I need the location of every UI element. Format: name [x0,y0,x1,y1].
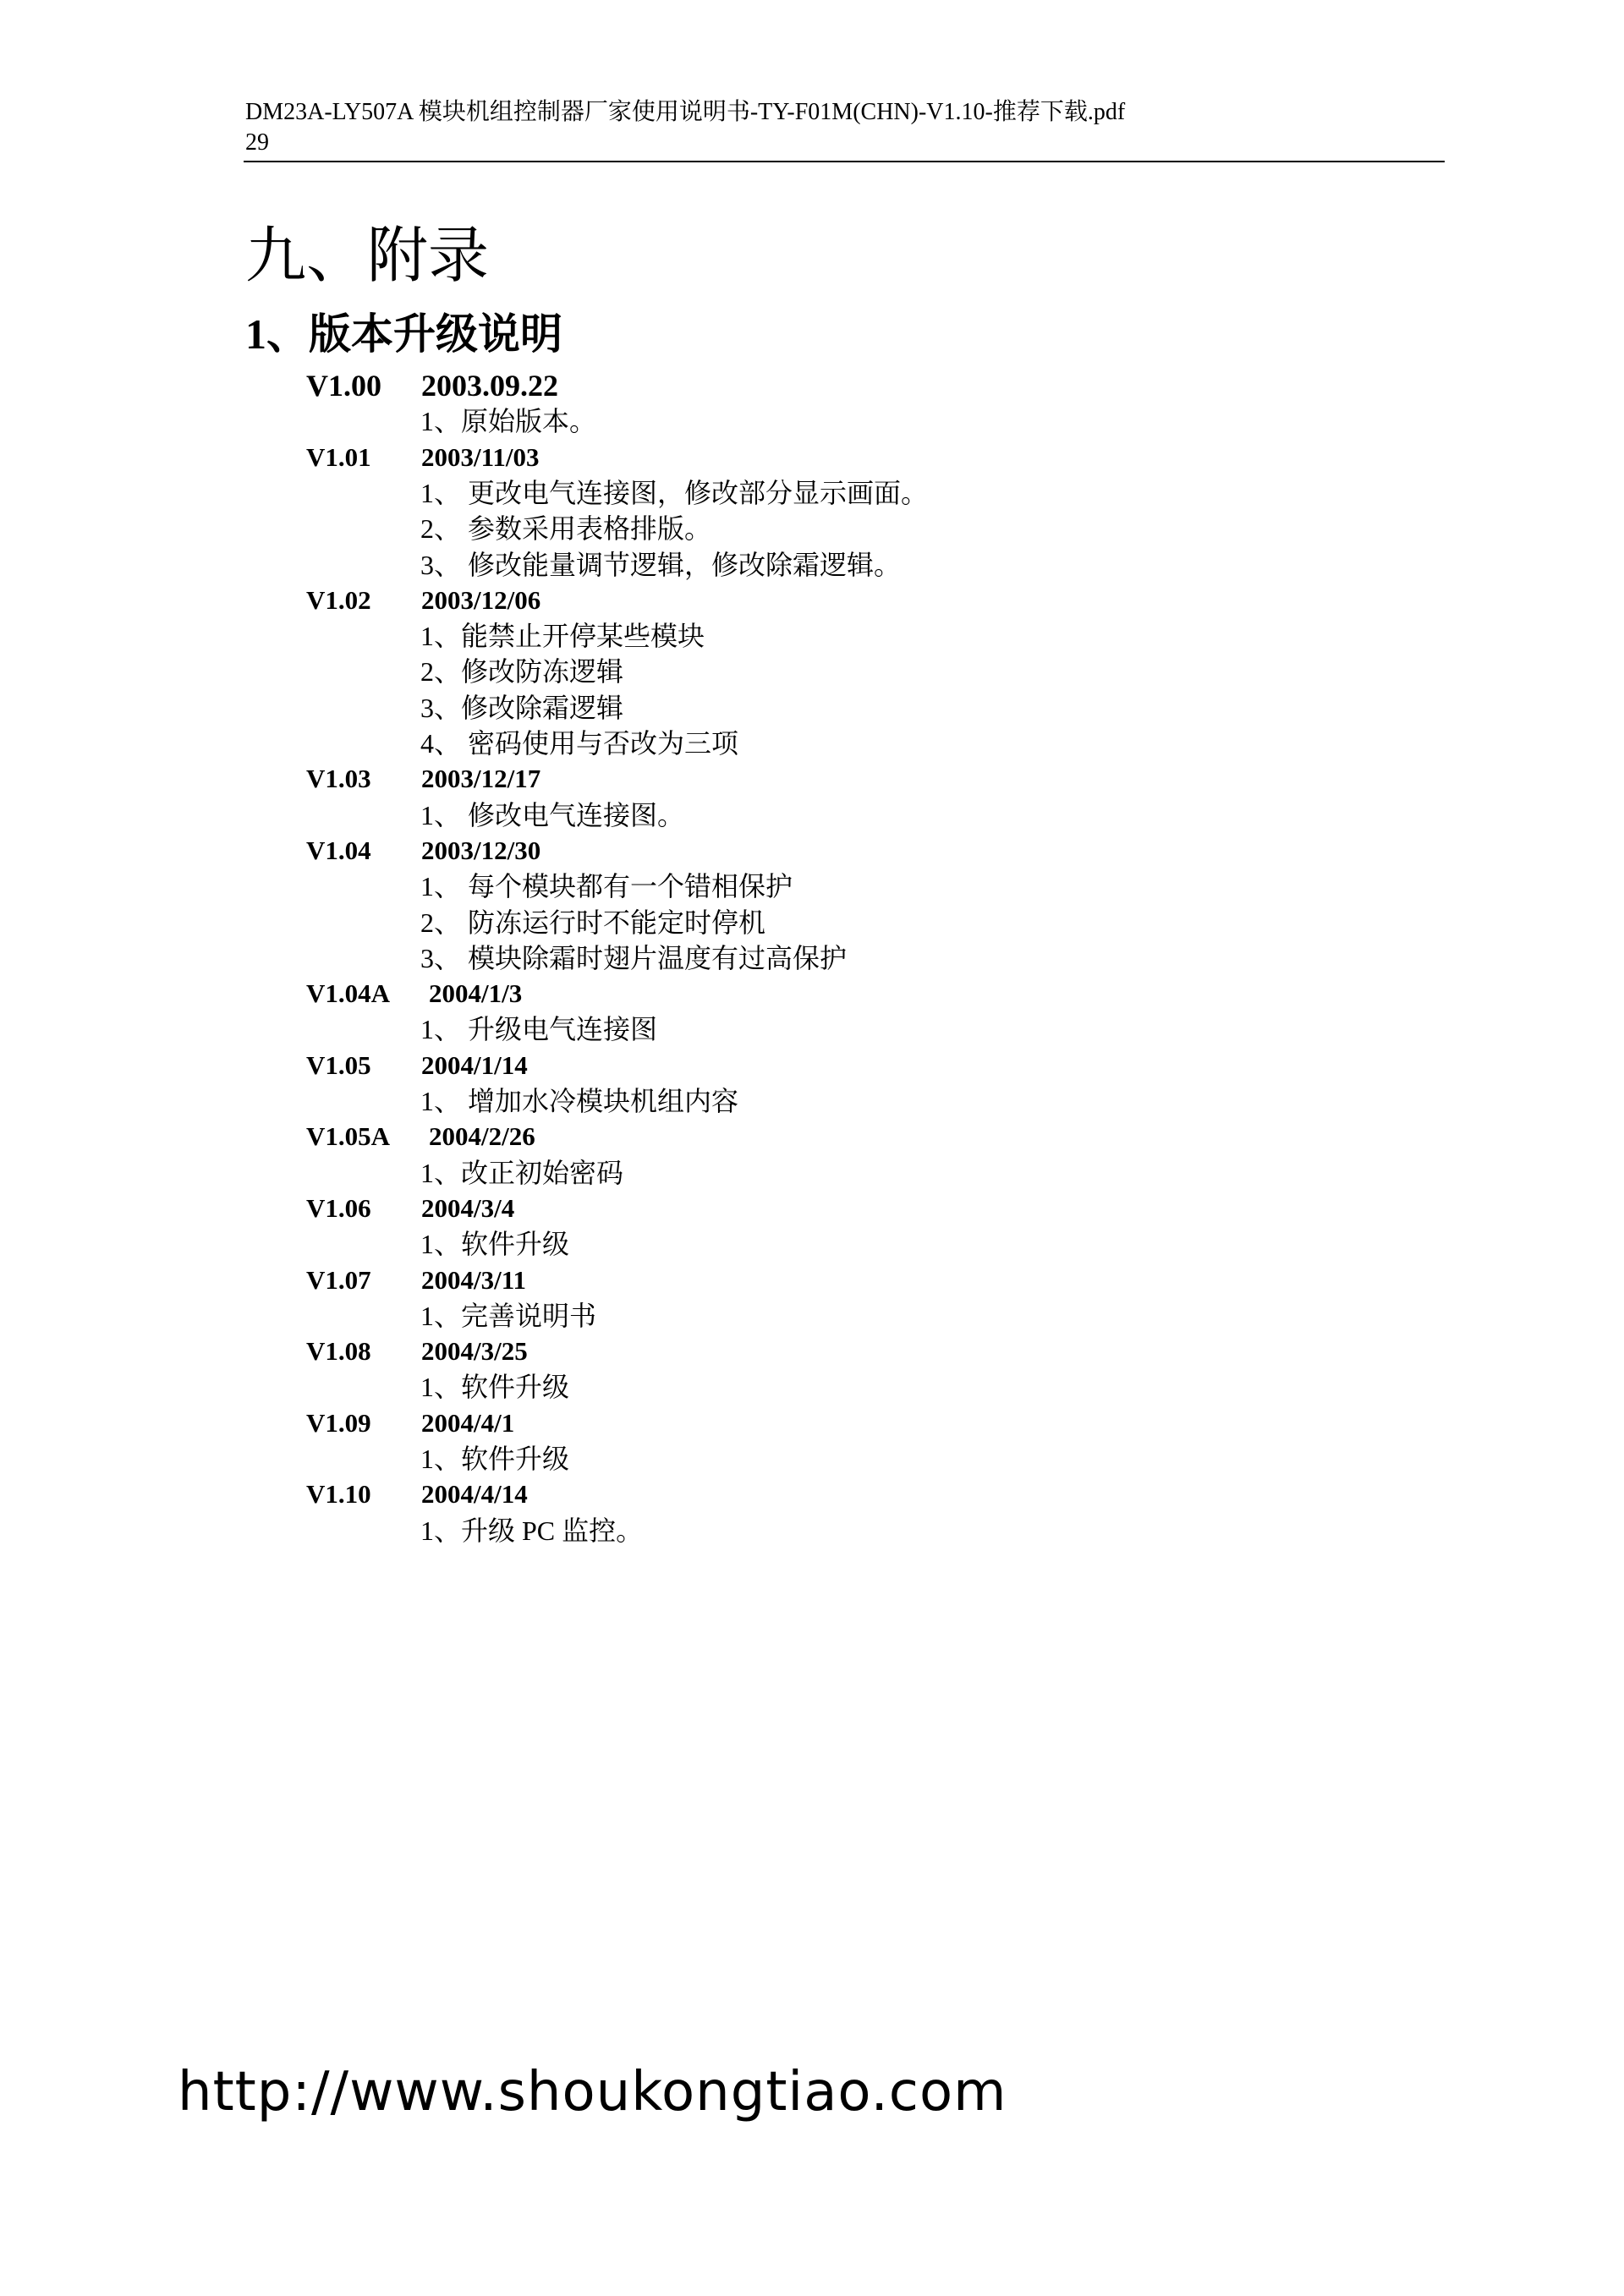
version-change-item: 1、 修改电气连接图。 [420,800,685,830]
version-change-item: 2、 参数采用表格排版。 [420,513,712,544]
version-date: 2004/1/14 [421,1050,528,1080]
version-change-item: 1、原始版本。 [420,406,597,436]
section-title: 1、版本升级说明 [245,310,562,358]
version-date: 2003/12/06 [421,585,541,615]
version-number: V1.04 [306,836,371,865]
version-entry-header [306,1477,528,1511]
version-number: V1.09 [306,1408,371,1438]
version-number: V1.03 [306,764,371,793]
version-date: 2004/1/3 [429,978,523,1008]
version-change-item: 1、升级 PC 监控。 [420,1515,644,1546]
version-entry-header [306,834,541,868]
version-change-item: 3、 模块除霜时翅片温度有过高保护 [420,943,848,973]
version-entry-header [306,1406,515,1440]
header-page-number: 29 [245,129,269,156]
version-change-item: 3、 修改能量调节逻辑，修改除霜逻辑。 [420,550,902,580]
version-change-item: 1、能禁止开停某些模块 [420,621,705,651]
version-date: 2003/11/03 [421,442,540,472]
version-change-item: 1、 增加水冷模块机组内容 [420,1086,739,1116]
version-change-item: 2、 防冻运行时不能定时停机 [420,907,766,938]
version-date: 2004/3/11 [421,1265,527,1295]
version-entry-header [306,369,558,403]
version-number: V1.08 [306,1336,371,1366]
version-date: 2003/12/17 [421,764,541,793]
version-number: V1.02 [306,585,371,615]
version-change-item: 1、软件升级 [420,1444,570,1474]
version-entry-header [306,1263,527,1297]
version-entry-header [306,977,523,1011]
version-entry-header [306,762,541,796]
version-change-item: 1、 更改电气连接图，修改部分显示画面。 [420,478,929,508]
version-date: 2004/2/26 [429,1121,535,1151]
version-change-item: 2、修改防冻逻辑 [420,656,624,687]
version-number: V1.04A [306,978,391,1008]
version-date: 2003/12/30 [421,836,541,865]
version-entry-header [306,441,540,474]
version-number: V1.10 [306,1479,371,1509]
version-change-item: 1、 升级电气连接图 [420,1014,658,1044]
chapter-title: 九、附录 [245,222,490,290]
version-number: V1.05 [306,1050,371,1080]
footer-website-url: http://www.shoukongtiao.com [178,2061,1007,2123]
header-document-title: DM23A-LY507A 模块机组控制器厂家使用说明书-TY-F01M(CHN)-V1.10-推荐下载.pdf [245,99,1126,125]
version-entry-header [306,1334,528,1368]
version-number: V1.05A [306,1121,391,1151]
version-date: 2004/4/1 [421,1408,515,1438]
version-entry-header [306,1120,535,1153]
version-change-item: 1、改正初始密码 [420,1158,624,1188]
version-date: 2003.09.22 [421,369,558,403]
version-number: V1.06 [306,1193,371,1223]
version-entry-header [306,1049,528,1082]
version-number: V1.07 [306,1265,371,1295]
version-change-item: 1、完善说明书 [420,1301,597,1331]
version-number: V1.01 [306,442,371,472]
version-date: 2004/3/4 [421,1193,515,1223]
version-date: 2004/4/14 [421,1479,528,1509]
version-date: 2004/3/25 [421,1336,528,1366]
version-change-item: 4、 密码使用与否改为三项 [420,728,739,759]
version-change-item: 1、 每个模块都有一个错相保护 [420,871,793,901]
version-change-item: 1、软件升级 [420,1229,570,1259]
version-change-item: 1、软件升级 [420,1372,570,1402]
version-number: V1.00 [306,369,381,403]
version-entry-header [306,1192,515,1225]
version-change-item: 3、修改除霜逻辑 [420,693,624,723]
version-entry-header [306,584,541,617]
